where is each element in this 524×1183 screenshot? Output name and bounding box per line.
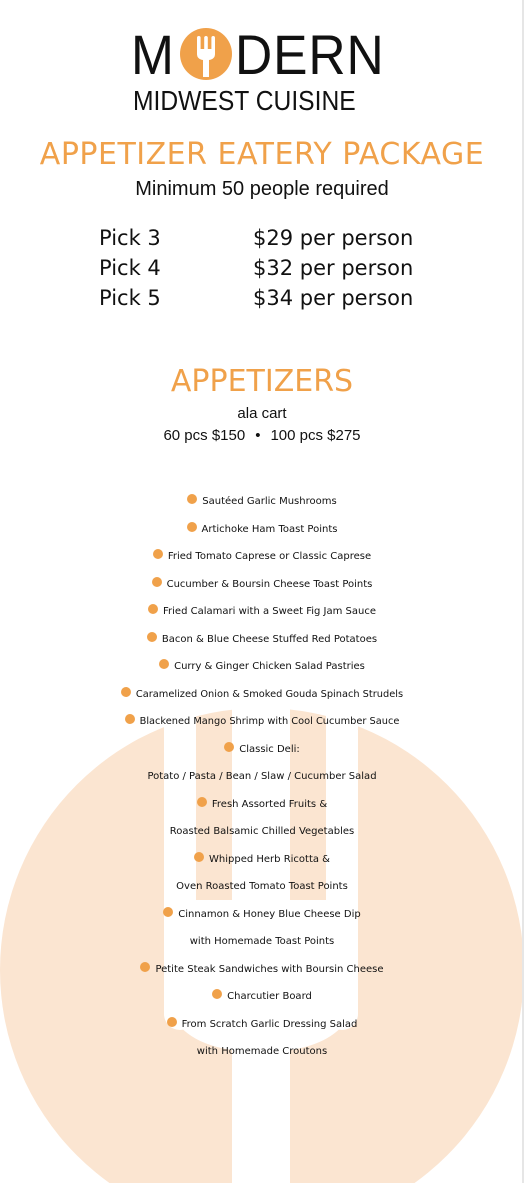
bullet-separator: • — [255, 427, 261, 444]
menu-item-text: Caramelized Onion & Smoked Gouda Spinach Strudels — [135, 688, 404, 700]
menu-item — [0, 983, 524, 1011]
menu-item — [0, 516, 524, 544]
menu-item — [0, 653, 524, 681]
menu-item-text: Oven Roasted Tomato Toast Points — [176, 881, 348, 892]
bullet-dot-icon — [187, 522, 197, 532]
menu-item — [0, 626, 524, 654]
menu-item — [0, 901, 524, 956]
bullet-dot-icon — [125, 714, 135, 724]
ala-cart-label: ala cart — [237, 405, 287, 422]
menu-item — [0, 571, 524, 599]
logo-tagline: MIDWEST CUISINE — [133, 85, 356, 116]
bullet-dot-icon — [212, 989, 222, 999]
ala-cart-pricing — [0, 427, 524, 445]
menu-item-text: Bacon & Blue Cheese Stuffed Red Potatoes — [161, 633, 378, 645]
menu-item-text: with Homemade Toast Points — [189, 936, 335, 947]
price-large: 100 pcs $275 — [270, 427, 361, 444]
price-row — [99, 223, 413, 253]
bullet-dot-icon — [121, 687, 131, 697]
price-per-person: $29 per person — [253, 226, 414, 250]
menu-item — [0, 956, 524, 984]
menu-item-text: Fried Calamari with a Sweet Fig Jam Sauce — [163, 606, 376, 617]
menu-item-text: Sautéed Garlic Mushrooms — [202, 496, 337, 507]
package-pricing — [99, 223, 413, 313]
bullet-dot-icon — [159, 659, 169, 669]
bullet-dot-icon — [140, 962, 150, 972]
menu-item — [0, 681, 524, 709]
menu-item — [0, 543, 524, 571]
menu-item-text: Fresh Assorted Fruits & — [211, 798, 328, 810]
menu-item-text: with Homemade Croutons — [196, 1046, 328, 1057]
bullet-dot-icon — [187, 494, 197, 504]
package-subtitle: Minimum 50 people required — [135, 178, 389, 200]
logo-letters-dern: DERN — [234, 23, 385, 86]
menu-item — [0, 791, 524, 846]
price-per-person: $34 per person — [253, 286, 414, 310]
pick-count: Pick 4 — [99, 256, 161, 280]
menu-item-text: Cinnamon & Honey Blue Cheese Dip — [178, 908, 361, 920]
bullet-dot-icon — [147, 632, 157, 642]
menu-item-text: Artichoke Ham Toast Points — [201, 523, 338, 535]
menu-item-text: Cucumber & Boursin Cheese Toast Points — [166, 578, 373, 590]
appetizers-title: APPETIZERS — [170, 364, 354, 399]
bullet-dot-icon — [152, 577, 162, 587]
bullet-dot-icon — [163, 907, 173, 917]
bullet-dot-icon — [197, 797, 207, 807]
menu-item-text: Fried Tomato Caprese or Classic Caprese — [167, 551, 372, 562]
menu-item-text: Classic Deli: — [239, 743, 300, 755]
bullet-dot-icon — [194, 852, 204, 862]
pick-count: Pick 5 — [99, 286, 161, 310]
menu-item — [0, 708, 524, 736]
logo-letter-m: M — [131, 23, 175, 86]
menu-item-text: Petite Steak Sandwiches with Boursin Cheese — [155, 963, 384, 975]
menu-item-text: Roasted Balsamic Chilled Vegetables — [169, 826, 355, 837]
logo-wordmark — [131, 23, 397, 86]
brand-logo — [131, 23, 391, 116]
menu-item — [0, 488, 524, 516]
menu-item-text: From Scratch Garlic Dressing Salad — [181, 1018, 358, 1030]
menu-item-text: Whipped Herb Ricotta & — [209, 853, 330, 865]
menu-item-text: Charcutier Board — [227, 991, 312, 1002]
menu-item-text: Blackened Mango Shrimp with Cool Cucumber Sauce — [139, 716, 400, 727]
price-row — [99, 283, 413, 313]
bullet-dot-icon — [148, 604, 158, 614]
price-per-person: $32 per person — [253, 256, 414, 280]
fork-in-circle-icon — [179, 27, 233, 81]
menu-item — [0, 1011, 524, 1066]
price-row — [99, 253, 413, 283]
menu-item-text: Potato / Pasta / Bean / Slaw / Cucumber Salad — [147, 771, 377, 782]
menu-item — [0, 598, 524, 626]
bullet-dot-icon — [167, 1017, 177, 1027]
menu-item — [0, 846, 524, 901]
appetizer-list — [0, 488, 524, 1066]
price-small: 60 pcs $150 — [163, 427, 246, 444]
menu-item-text: Curry & Ginger Chicken Salad Pastries — [174, 661, 365, 672]
bullet-dot-icon — [153, 549, 163, 559]
pick-count: Pick 3 — [99, 226, 161, 250]
bullet-dot-icon — [224, 742, 234, 752]
menu-item — [0, 736, 524, 791]
package-title: APPETIZER EATERY PACKAGE — [39, 137, 485, 172]
